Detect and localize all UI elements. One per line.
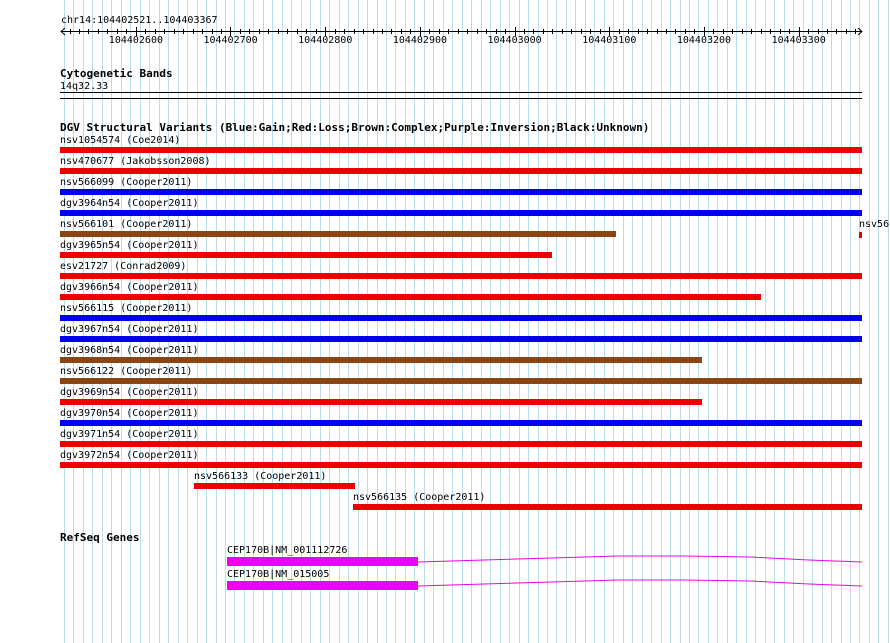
variant-label[interactable]: dgv3965n54 (Cooper2011): [60, 240, 199, 251]
variant-bar-loss[interactable]: [60, 441, 862, 447]
gene-intron-line[interactable]: [418, 577, 862, 589]
variant-label[interactable]: dgv3968n54 (Cooper2011): [60, 345, 199, 356]
gene-exon-block[interactable]: [227, 581, 418, 590]
variant-bar-loss[interactable]: [60, 273, 862, 279]
variant-label[interactable]: nsv566101 (Cooper2011): [60, 219, 193, 230]
variant-bar-complex[interactable]: [60, 231, 616, 237]
variant-label[interactable]: nsv566099 (Cooper2011): [60, 177, 193, 188]
cytoband-ideogram-line-lower: [60, 98, 862, 99]
variant-bar-loss[interactable]: [60, 294, 761, 300]
refseq-track-title: RefSeq Genes: [60, 531, 140, 544]
ruler-tick-label: 104402600: [108, 35, 163, 46]
gene-intron-line[interactable]: [418, 553, 862, 565]
variant-label[interactable]: dgv3964n54 (Cooper2011): [60, 198, 199, 209]
gene-exon-block[interactable]: [227, 557, 418, 566]
variant-bar-complex[interactable]: [60, 378, 862, 384]
variant-bar-complex[interactable]: [60, 357, 702, 363]
ruler-tick-label: 104402800: [298, 35, 353, 46]
variant-label[interactable]: nsv566133 (Cooper2011): [194, 471, 327, 482]
variant-label[interactable]: dgv3966n54 (Cooper2011): [60, 282, 199, 293]
variant-label[interactable]: dgv3972n54 (Cooper2011): [60, 450, 199, 461]
variant-bar-loss[interactable]: [60, 168, 862, 174]
cytoband-track-title: Cytogenetic Bands: [60, 67, 173, 80]
variant-label[interactable]: nsv1054574 (Coe2014): [60, 135, 181, 146]
cytoband-ideogram-line: [60, 92, 862, 93]
variant-bar-loss[interactable]: [60, 252, 552, 258]
ruler-tick-label: 104402700: [203, 35, 258, 46]
offscreen-variant-bar[interactable]: [859, 232, 862, 238]
variant-bar-gain[interactable]: [60, 189, 862, 195]
variant-bar-loss[interactable]: [60, 147, 862, 153]
variant-label[interactable]: nsv470677 (Jakobsson2008): [60, 156, 211, 167]
ruler-tick-label: 104403000: [487, 35, 542, 46]
variant-bar-loss[interactable]: [353, 504, 862, 510]
variant-label[interactable]: dgv3971n54 (Cooper2011): [60, 429, 199, 440]
variant-label[interactable]: dgv3970n54 (Cooper2011): [60, 408, 199, 419]
variant-label[interactable]: nsv566115 (Cooper2011): [60, 303, 193, 314]
variant-label[interactable]: nsv566135 (Cooper2011): [353, 492, 486, 503]
variant-bar-loss[interactable]: [60, 399, 702, 405]
variant-bar-gain[interactable]: [60, 315, 862, 321]
gene-label[interactable]: CEP170B|NM_015005: [227, 569, 330, 580]
dgv-track-title: DGV Structural Variants (Blue:Gain;Red:Loss;Brown:Complex;Purple:Inversion;Black:Unknown): [60, 121, 650, 134]
offscreen-variant-label[interactable]: nsv56: [859, 219, 890, 230]
ruler-tick-label: 104402900: [392, 35, 448, 46]
cytoband-label[interactable]: 14q32.33: [60, 81, 109, 92]
variant-bar-gain[interactable]: [60, 210, 862, 216]
ruler-tick-label: 104403100: [582, 35, 637, 46]
variant-bar-gain[interactable]: [60, 336, 862, 342]
ruler-tick-label: 104403200: [676, 35, 732, 46]
variant-label[interactable]: esv21727 (Conrad2009): [60, 261, 187, 272]
variant-label[interactable]: dgv3967n54 (Cooper2011): [60, 324, 199, 335]
variant-label[interactable]: dgv3969n54 (Cooper2011): [60, 387, 199, 398]
ruler-tick-label: 104403300: [771, 35, 826, 46]
gene-label[interactable]: CEP170B|NM_001112726: [227, 545, 348, 556]
variant-label[interactable]: nsv566122 (Cooper2011): [60, 366, 193, 377]
variant-bar-gain[interactable]: [60, 420, 862, 426]
coordinate-label: chr14:104402521..104403367: [61, 15, 218, 26]
variant-bar-loss[interactable]: [194, 483, 355, 489]
variant-bar-loss[interactable]: [60, 462, 862, 468]
